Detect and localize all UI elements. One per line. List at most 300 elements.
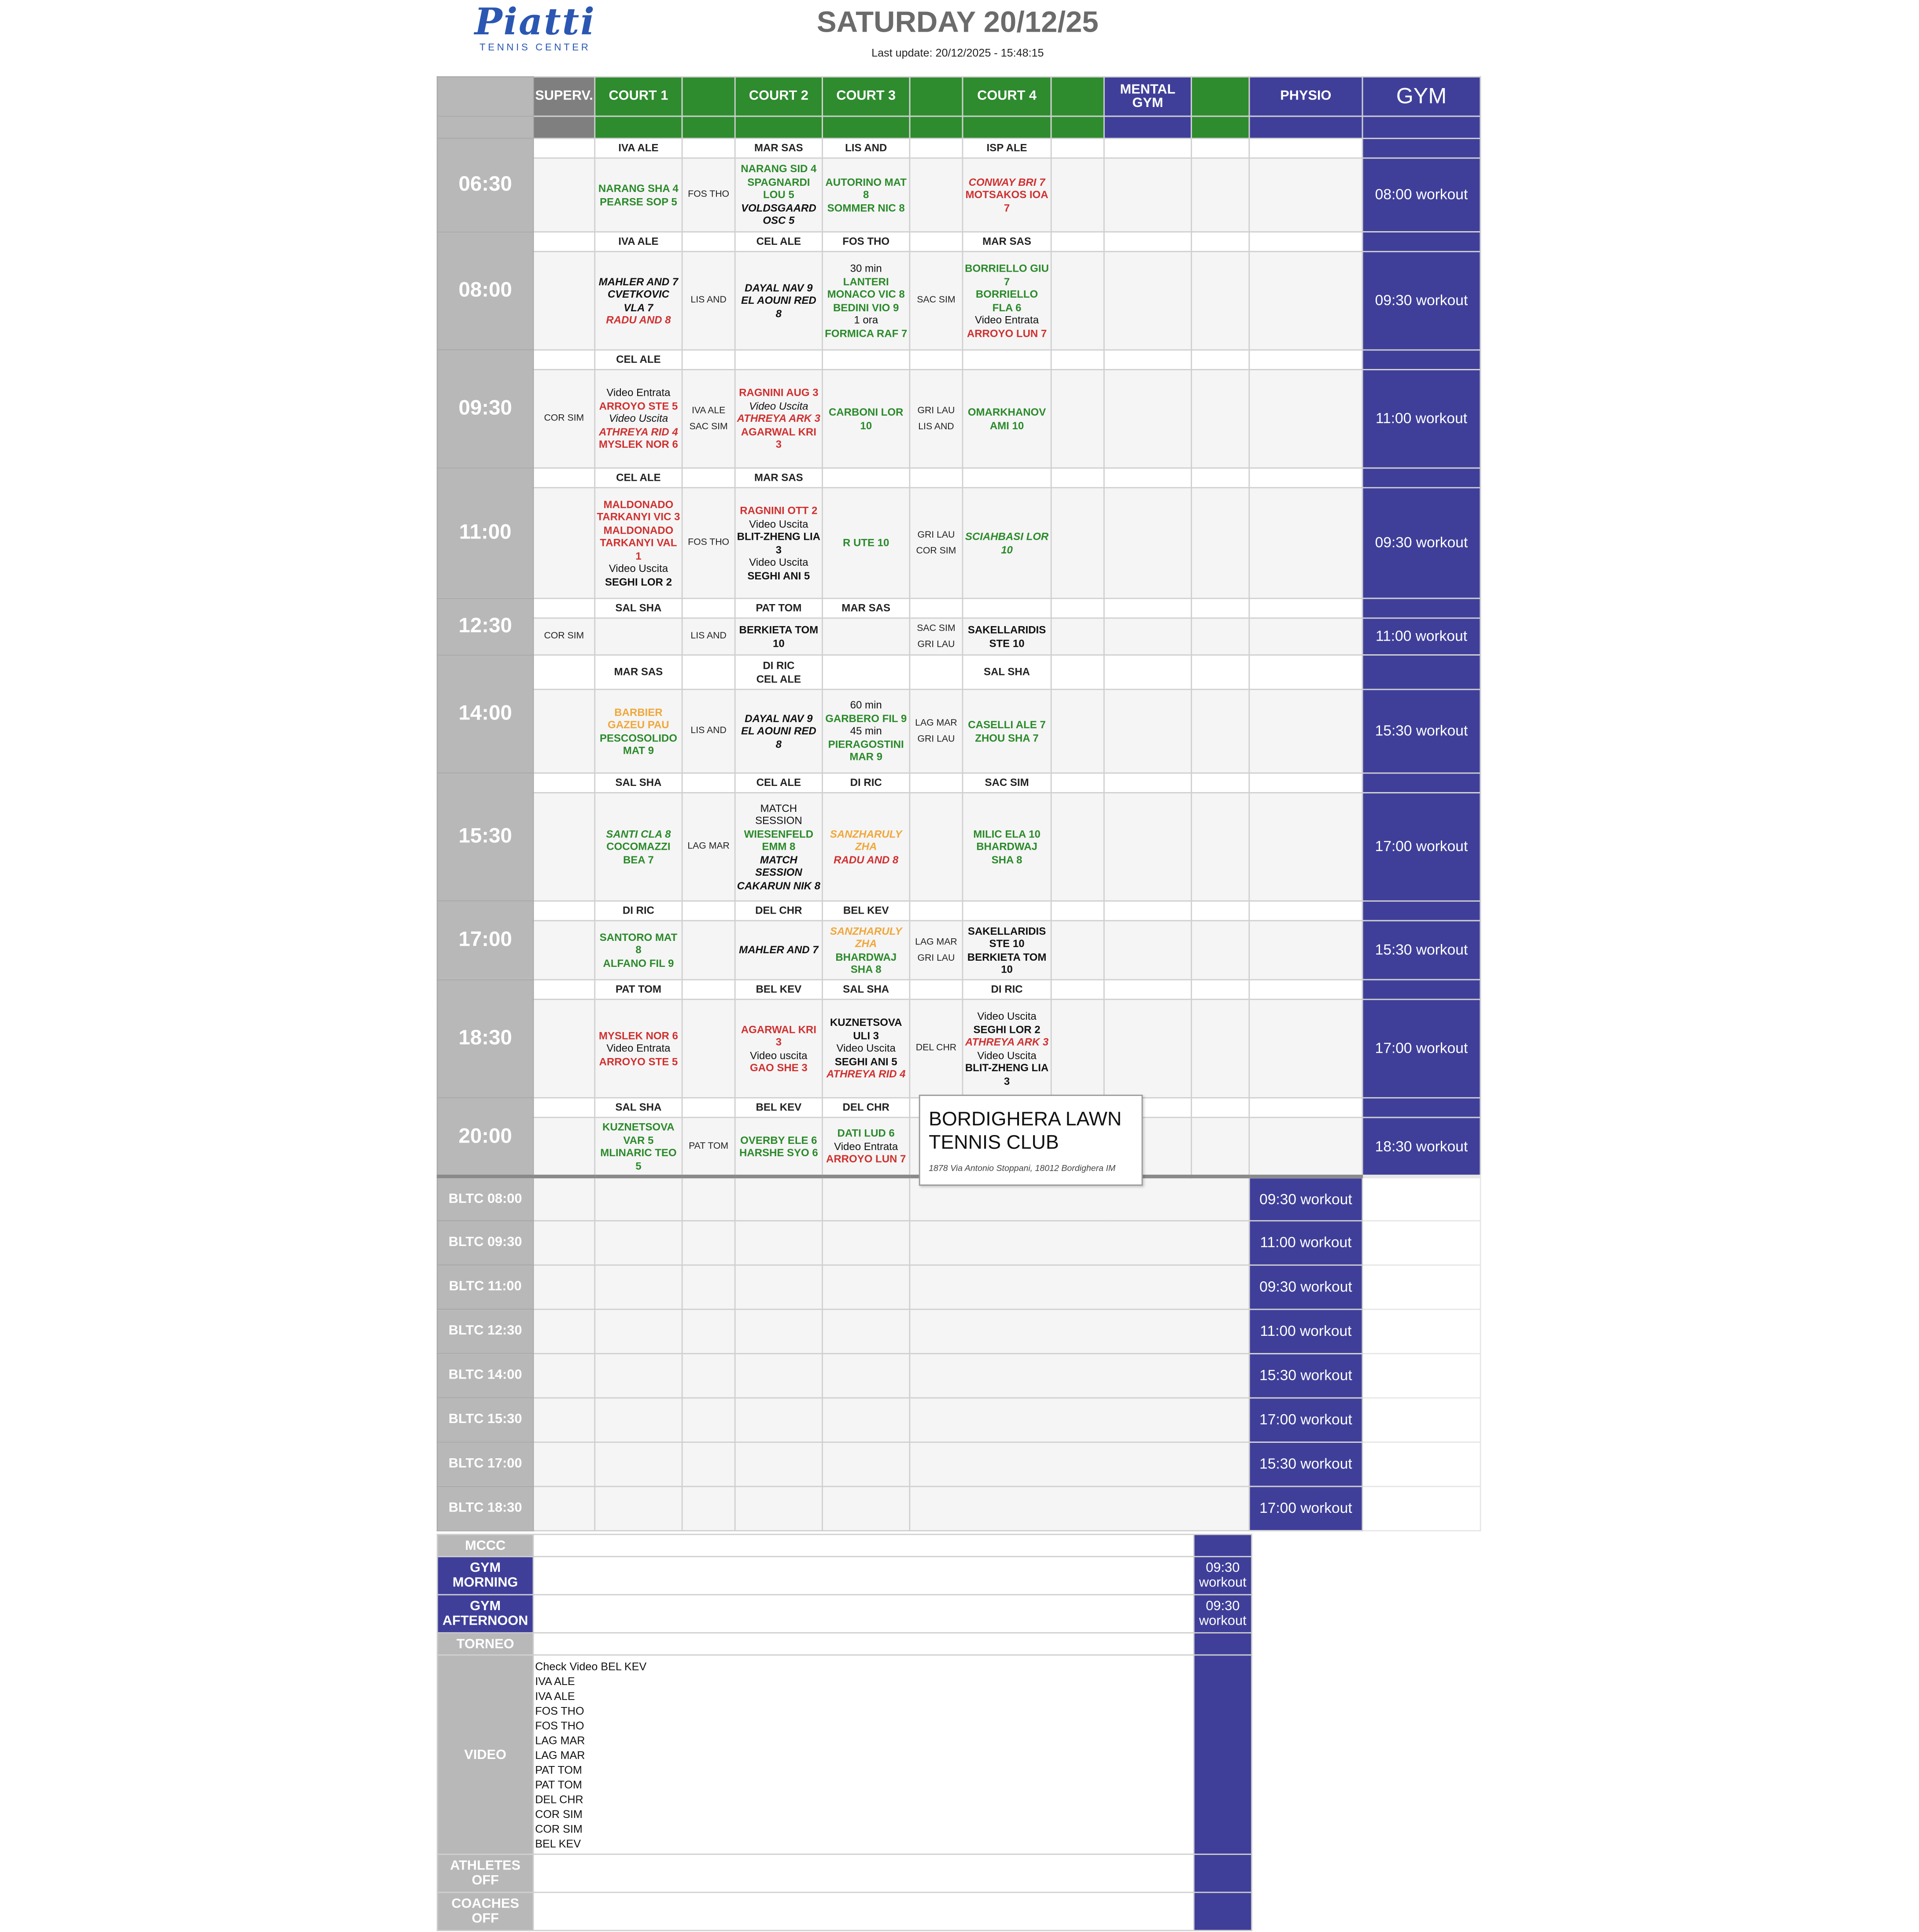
court3-side-cell[interactable] — [910, 158, 963, 232]
court1-cell[interactable] — [595, 488, 682, 598]
court3-side-cell[interactable] — [910, 251, 963, 350]
court1-cell[interactable] — [595, 1117, 682, 1176]
court1-side-cell[interactable] — [682, 689, 735, 773]
court4-cell[interactable] — [963, 369, 1051, 468]
session-row — [437, 618, 1480, 655]
player-entry[interactable]: BLIT-ZHENG LIA 3 — [737, 530, 821, 556]
player-entry[interactable]: GAO SHE 3 — [749, 1061, 808, 1074]
player-entry[interactable]: Video Uscita — [749, 517, 808, 530]
player-entry[interactable]: MAHLER AND 7 — [598, 275, 679, 288]
staff-code[interactable]: SAC SIM — [689, 420, 728, 431]
court1-cell[interactable] — [595, 158, 682, 232]
court3-supervisor[interactable]: BEL KEV — [823, 901, 910, 921]
staff-code[interactable]: LIS AND — [690, 630, 727, 642]
player-entry[interactable]: SEGHI ANI 5 — [834, 1055, 897, 1068]
court4-supervisor[interactable]: MAR SAS — [963, 232, 1051, 252]
court3-supervisor[interactable]: SAL SHA — [823, 980, 910, 999]
bltc-physio-workout[interactable]: 17:00 workout — [1249, 1398, 1362, 1442]
player-entry[interactable]: BLIT-ZHENG LIA 3 — [965, 1061, 1049, 1087]
player-entry[interactable]: SAKELLARIDIS STE 10 — [967, 924, 1046, 950]
player-entry[interactable]: GARBERO FIL 9 — [825, 712, 907, 724]
video-item[interactable]: DEL CHR — [535, 1793, 583, 1806]
video-label: VIDEO — [437, 1655, 533, 1855]
player-entry[interactable]: SEGHI LOR 2 — [973, 1022, 1041, 1035]
col-court4-side — [1051, 77, 1104, 116]
court1-cell[interactable] — [595, 999, 682, 1098]
physio-cell — [1249, 350, 1362, 370]
court4-cell[interactable] — [963, 158, 1051, 232]
court4-supervisor[interactable]: ISP ALE — [963, 138, 1051, 158]
player-entry[interactable]: MONACO VIC 8 — [827, 288, 905, 300]
player-entry[interactable]: COCOMAZZI BEA 7 — [606, 840, 671, 866]
court1-supervisor[interactable]: SAL SHA — [595, 773, 682, 793]
video-item[interactable]: FOS THO — [535, 1704, 584, 1717]
court4-supervisor[interactable] — [963, 598, 1051, 618]
court3-supervisor[interactable]: MAR SAS — [823, 598, 910, 618]
bltc-cell — [595, 1398, 682, 1442]
player-entry[interactable]: Video Uscita — [836, 1042, 896, 1054]
supervisor-row — [437, 232, 1480, 252]
player-entry[interactable]: ARROYO LUN 7 — [826, 1153, 906, 1165]
court3-cell[interactable] — [823, 488, 910, 598]
side-cell — [910, 655, 963, 689]
video-item[interactable]: BEL KEV — [535, 1837, 581, 1850]
video-item[interactable]: Check Video BEL KEV — [535, 1660, 647, 1673]
bltc-physio-workout[interactable]: 17:00 workout — [1249, 1486, 1362, 1531]
bltc-popup[interactable] — [919, 1095, 1143, 1186]
court4-cell[interactable] — [963, 618, 1051, 655]
court2-supervisor[interactable]: BEL KEV — [735, 1098, 822, 1117]
court1-cell[interactable] — [595, 793, 682, 901]
court4-cell[interactable] — [963, 488, 1051, 598]
staff-code[interactable]: FOS THO — [688, 188, 730, 200]
superv-cell[interactable] — [533, 793, 595, 901]
player-entry[interactable]: EL AOUNI RED 8 — [741, 294, 816, 320]
bltc-physio-workout[interactable]: 09:30 workout — [1249, 1176, 1362, 1221]
gym-workout[interactable]: 09:30 workout — [1362, 251, 1480, 350]
player-entry[interactable]: VOLDSGAARD OSC 5 — [741, 201, 816, 227]
player-entry[interactable]: SAKELLARIDIS STE 10 — [967, 623, 1046, 649]
player-entry[interactable]: 45 min — [850, 725, 882, 737]
court2-supervisor[interactable]: CEL ALE — [735, 232, 822, 252]
player-entry[interactable]: Video Uscita — [609, 562, 668, 575]
court1-supervisor[interactable]: DI RIC — [595, 901, 682, 921]
video-item[interactable]: COR SIM — [535, 1823, 583, 1836]
player-entry[interactable]: MATCH SESSION — [755, 853, 802, 879]
court1-supervisor[interactable]: SAL SHA — [595, 598, 682, 618]
staff-code[interactable]: GRI LAU — [917, 529, 955, 540]
court1-side-cell[interactable] — [682, 999, 735, 1098]
staff-code[interactable]: GRI LAU — [917, 951, 955, 962]
court2-cell[interactable] — [735, 921, 822, 980]
last-update: Last update: 20/12/2025 - 15:48:15 — [871, 47, 1044, 59]
player-entry[interactable]: BERKIETA TOM 10 — [739, 623, 819, 649]
court3-cell[interactable] — [823, 1117, 910, 1176]
video-item[interactable]: COR SIM — [535, 1808, 583, 1821]
court3-supervisor[interactable] — [823, 468, 910, 488]
mental-side-cell — [1192, 369, 1249, 468]
video-item[interactable]: LAG MAR — [535, 1749, 585, 1762]
gym-workout[interactable]: 18:30 workout — [1362, 1117, 1480, 1176]
supervisor-code[interactable]: DI RIC — [763, 659, 795, 672]
court3-cell[interactable] — [823, 251, 910, 350]
court3-supervisor[interactable]: LIS AND — [823, 138, 910, 158]
staff-code[interactable]: PAT TOM — [689, 1139, 729, 1151]
bltc-time: BLTC 15:30 — [437, 1398, 533, 1442]
court3-supervisor[interactable] — [823, 655, 910, 689]
player-entry[interactable]: MILIC ELA 10 — [973, 827, 1041, 840]
side-cell — [682, 773, 735, 793]
court3-cell[interactable] — [823, 999, 910, 1098]
video-item[interactable]: IVA ALE — [535, 1690, 575, 1703]
court1-side-cell[interactable] — [682, 1117, 735, 1176]
bltc-cell — [823, 1265, 910, 1309]
player-entry[interactable]: PIERAGOSTINI MAR 9 — [828, 737, 904, 763]
superv-cell[interactable] — [533, 1117, 595, 1176]
col-mental-side — [1192, 77, 1249, 116]
court1-supervisor[interactable]: CEL ALE — [595, 350, 682, 370]
court4-cell[interactable] — [963, 689, 1051, 773]
court1-side-cell[interactable] — [682, 158, 735, 232]
player-entry[interactable]: BORRIELLO GIU 7 — [965, 262, 1049, 288]
player-entry[interactable]: SANTORO MAT 8 — [599, 931, 678, 956]
gym-workout[interactable]: 15:30 workout — [1362, 689, 1480, 773]
staff-code[interactable]: COR SIM — [916, 544, 956, 556]
court3-supervisor[interactable]: FOS THO — [823, 232, 910, 252]
court1-supervisor[interactable]: CEL ALE — [595, 468, 682, 488]
court3-side-cell[interactable] — [910, 921, 963, 980]
player-entry[interactable]: BARBIER GAZEU PAU — [608, 705, 669, 731]
player-entry[interactable]: AGARWAL KRI 3 — [741, 425, 816, 451]
gym-afternoon-row — [437, 1595, 1480, 1633]
col-gym: GYM — [1362, 77, 1480, 116]
staff-code[interactable]: LAG MAR — [687, 840, 730, 852]
player-entry[interactable]: DAYAL NAV 9 — [745, 281, 813, 294]
player-entry[interactable]: Video Entrata — [606, 1042, 671, 1054]
staff-code[interactable]: IVA ALE — [691, 405, 726, 416]
court2-cell[interactable] — [735, 251, 822, 350]
player-entry[interactable]: RADU AND 8 — [606, 313, 671, 326]
staff-code[interactable]: SAC SIM — [917, 622, 956, 634]
gym-workout[interactable]: 09:30 workout — [1362, 488, 1480, 598]
court1-supervisor[interactable]: PAT TOM — [595, 980, 682, 999]
player-entry[interactable]: LANTERI — [843, 275, 889, 288]
player-entry[interactable]: BHARDWAJ SHA 8 — [976, 840, 1037, 866]
mental-gym-cell — [1104, 655, 1191, 689]
court3-side-cell[interactable] — [910, 999, 963, 1098]
player-entry[interactable]: PEARSE SOP 5 — [600, 195, 677, 207]
court2-cell[interactable] — [735, 1117, 822, 1176]
court1-side-cell[interactable] — [682, 618, 735, 655]
court4-supervisor[interactable]: SAL SHA — [963, 655, 1051, 689]
bltc-gym-cell — [1362, 1442, 1480, 1486]
player-entry[interactable]: RAGNINI OTT 2 — [740, 504, 818, 517]
player-entry[interactable]: R UTE 10 — [842, 536, 889, 549]
superv-cell[interactable] — [533, 158, 595, 232]
player-entry[interactable]: SCIAHBASI LOR 10 — [965, 530, 1049, 556]
player-entry[interactable]: Video Uscita — [977, 1010, 1037, 1022]
court2-supervisor[interactable]: BEL KEV — [735, 980, 822, 999]
player-entry[interactable]: BERKIETA TOM 10 — [967, 950, 1047, 976]
bltc-cell — [682, 1221, 735, 1265]
player-entry[interactable]: ATHREYA ARK 3 — [737, 412, 821, 425]
court4-cell[interactable] — [963, 999, 1051, 1098]
court1-cell[interactable] — [595, 618, 682, 655]
staff-code[interactable]: LIS AND — [918, 420, 954, 431]
court2-cell[interactable] — [735, 488, 822, 598]
player-entry[interactable]: KUZNETSOVA ULI 3 — [830, 1016, 902, 1042]
court3-side-cell[interactable] — [910, 369, 963, 468]
supervisor-code[interactable]: CEL ALE — [756, 672, 801, 685]
bltc-cell — [823, 1398, 910, 1442]
gym-workout[interactable]: 11:00 workout — [1362, 369, 1480, 468]
player-entry[interactable]: BHARDWAJ SHA 8 — [835, 950, 897, 976]
bltc-cell — [533, 1221, 595, 1265]
player-entry[interactable]: Video uscita — [750, 1048, 808, 1061]
court1-side-cell[interactable] — [682, 921, 735, 980]
court2-cell[interactable] — [735, 689, 822, 773]
court2-supervisor[interactable]: MAR SAS — [735, 138, 822, 158]
mental-gym-cell — [1104, 901, 1191, 921]
video-list — [533, 1655, 1194, 1855]
player-entry[interactable]: HARSHE SYO 6 — [739, 1146, 818, 1159]
player-entry[interactable]: ATHREYA RID 4 — [826, 1068, 906, 1080]
player-entry[interactable]: Video Entrata — [975, 313, 1039, 326]
coaches-off-label: COACHES OFF — [437, 1892, 533, 1931]
player-entry[interactable]: BEDINI VIO 9 — [833, 301, 899, 313]
player-entry[interactable]: Video Entrata — [834, 1139, 898, 1152]
player-entry[interactable]: ATHREYA ARK 3 — [965, 1036, 1049, 1048]
court2-cell[interactable] — [735, 158, 822, 232]
player-entry[interactable]: SANTI CLA 8 — [606, 827, 671, 840]
bltc-row — [437, 1486, 1480, 1531]
bltc-wide-cell — [910, 1486, 1249, 1531]
superv-cell[interactable]: COR SIM — [533, 369, 595, 468]
col-court3: COURT 3 — [823, 77, 910, 116]
court2-supervisor[interactable]: DEL CHR — [735, 901, 822, 921]
player-entry[interactable]: ALFANO FIL 9 — [603, 956, 674, 969]
court4-cell[interactable] — [963, 793, 1051, 901]
player-entry[interactable]: ATHREYA RID 4 — [599, 425, 678, 438]
court2-cell[interactable] — [735, 793, 822, 901]
superv-cell[interactable] — [533, 251, 595, 350]
court4-supervisor[interactable] — [963, 350, 1051, 370]
staff-code[interactable]: GRI LAU — [917, 405, 955, 416]
player-entry[interactable]: MLINARIC TEO 5 — [600, 1146, 677, 1172]
staff-code[interactable]: GRI LAU — [917, 638, 955, 649]
court2-supervisor[interactable]: CEL ALE — [735, 773, 822, 793]
player-entry[interactable]: Video Entrata — [606, 386, 671, 399]
player-entry[interactable]: OMARKHANOV AMI 10 — [967, 406, 1046, 431]
superv-cell[interactable] — [533, 999, 595, 1098]
player-entry[interactable]: PESCOSOLIDO MAT 9 — [599, 731, 677, 757]
superv-cell[interactable] — [533, 921, 595, 980]
court1-side-cell[interactable] — [682, 251, 735, 350]
player-entry[interactable]: KUZNETSOVA VAR 5 — [602, 1120, 675, 1146]
court4-cell[interactable] — [963, 921, 1051, 980]
player-entry[interactable]: CAKARUN NIK 8 — [737, 879, 821, 892]
staff-code[interactable]: GRI LAU — [917, 732, 955, 744]
court1-cell[interactable] — [595, 369, 682, 468]
bltc-row — [437, 1265, 1480, 1309]
court1-supervisor[interactable]: IVA ALE — [595, 138, 682, 158]
bltc-physio-workout[interactable]: 15:30 workout — [1249, 1353, 1362, 1398]
court4-supervisor[interactable] — [963, 468, 1051, 488]
court3-cell[interactable] — [823, 158, 910, 232]
player-entry[interactable]: SEGHI LOR 2 — [605, 575, 672, 588]
bltc-cell — [682, 1398, 735, 1442]
player-entry[interactable]: CARBONI LOR 10 — [828, 406, 904, 431]
court3-cell[interactable] — [823, 369, 910, 468]
player-entry[interactable]: Video Uscita — [749, 399, 808, 412]
player-entry[interactable]: MYSLEK NOR 6 — [598, 1029, 678, 1042]
bltc-physio-workout[interactable]: 15:30 workout — [1249, 1442, 1362, 1486]
court3-cell[interactable] — [823, 793, 910, 901]
court3-cell[interactable] — [823, 921, 910, 980]
player-entry[interactable]: OVERBY ELE 6 — [740, 1133, 817, 1146]
video-item[interactable]: IVA ALE — [535, 1675, 575, 1688]
player-entry[interactable]: SOMMER NIC 8 — [827, 201, 905, 214]
court3-cell[interactable] — [823, 618, 910, 655]
court3-side-cell[interactable] — [910, 618, 963, 655]
player-entry[interactable]: NARANG SHA 4 — [598, 182, 679, 195]
player-entry[interactable]: RAGNINI AUG 3 — [739, 386, 819, 399]
court1-side-cell[interactable] — [682, 793, 735, 901]
player-entry[interactable]: FORMICA RAF 7 — [825, 326, 908, 339]
physio-cell — [1249, 369, 1362, 468]
staff-code[interactable]: FOS THO — [688, 536, 730, 548]
side-cell — [910, 598, 963, 618]
superv-cell[interactable] — [533, 689, 595, 773]
player-entry[interactable]: EL AOUNI RED 8 — [741, 725, 816, 750]
gym-workout[interactable]: 17:00 workout — [1362, 999, 1480, 1098]
court4-cell[interactable] — [963, 251, 1051, 350]
video-item[interactable]: FOS THO — [535, 1719, 584, 1732]
player-entry[interactable]: DATI LUD 6 — [837, 1127, 895, 1139]
player-entry[interactable]: AGARWAL KRI 3 — [741, 1022, 816, 1048]
player-entry[interactable]: WIESENFELD EMM 8 — [744, 827, 814, 853]
staff-code[interactable]: LIS AND — [690, 725, 727, 736]
col-court2: COURT 2 — [735, 77, 822, 116]
player-entry[interactable]: 60 min — [850, 699, 882, 712]
player-entry[interactable]: DAYAL NAV 9 — [745, 712, 813, 724]
player-entry[interactable]: MAHLER AND 7 — [739, 944, 819, 956]
court2-supervisor[interactable]: MAR SAS — [735, 468, 822, 488]
gym-workout[interactable]: 17:00 workout — [1362, 793, 1480, 901]
player-entry[interactable]: AUTORINO MAT 8 — [825, 175, 907, 201]
court3-supervisor[interactable] — [823, 350, 910, 370]
player-entry[interactable]: 1 ora — [854, 313, 878, 326]
court3-supervisor[interactable]: DEL CHR — [823, 1098, 910, 1117]
bltc-physio-workout[interactable]: 09:30 workout — [1249, 1265, 1362, 1309]
player-entry[interactable]: CONWAY BRI 7 — [968, 175, 1045, 188]
player-entry[interactable]: MATCH SESSION — [755, 801, 802, 827]
court1-supervisor[interactable]: IVA ALE — [595, 232, 682, 252]
player-entry[interactable]: ARROYO LUN 7 — [967, 326, 1047, 339]
player-entry[interactable]: MOTSAKOS IOA 7 — [965, 188, 1048, 214]
court1-supervisor[interactable]: MAR SAS — [595, 655, 682, 689]
court2-supervisor[interactable]: PAT TOM — [735, 598, 822, 618]
player-entry[interactable]: SPAGNARDI LOU 5 — [747, 175, 810, 201]
court1-supervisor[interactable]: SAL SHA — [595, 1098, 682, 1117]
staff-code[interactable]: LAG MAR — [915, 936, 957, 948]
superv-cell[interactable] — [533, 488, 595, 598]
court1-cell[interactable] — [595, 921, 682, 980]
video-item[interactable]: PAT TOM — [535, 1764, 582, 1776]
bltc-physio-workout[interactable]: 11:00 workout — [1249, 1221, 1362, 1265]
time-slot: 11:00 — [437, 468, 533, 598]
player-entry[interactable]: Video Uscita — [609, 412, 668, 425]
staff-code[interactable]: SAC SIM — [917, 294, 956, 306]
player-entry[interactable]: ARROYO STE 5 — [599, 399, 678, 412]
gym-workout[interactable]: 11:00 workout — [1362, 618, 1480, 655]
court2-cell[interactable] — [735, 618, 822, 655]
player-entry[interactable]: SEGHI ANI 5 — [747, 569, 810, 581]
player-entry[interactable]: Video Uscita — [749, 556, 808, 568]
court3-side-cell[interactable] — [910, 793, 963, 901]
court4-supervisor[interactable] — [963, 901, 1051, 921]
bltc-physio-workout[interactable]: 11:00 workout — [1249, 1309, 1362, 1354]
gym-workout[interactable]: 15:30 workout — [1362, 921, 1480, 980]
court1-side-cell[interactable] — [682, 369, 735, 468]
col-court4: COURT 4 — [963, 77, 1051, 116]
superv-cell[interactable]: COR SIM — [533, 618, 595, 655]
bltc-wide-cell — [910, 1353, 1249, 1398]
player-entry[interactable]: NARANG SID 4 — [741, 162, 817, 175]
player-entry[interactable]: ARROYO STE 5 — [599, 1055, 678, 1068]
mental-gym-cell — [1104, 689, 1191, 773]
court3-side-cell[interactable] — [910, 689, 963, 773]
court1-cell[interactable] — [595, 689, 682, 773]
court3-side-cell[interactable] — [910, 488, 963, 598]
supervisor-row — [437, 980, 1480, 999]
court4-supervisor[interactable]: SAC SIM — [963, 773, 1051, 793]
gym-workout[interactable]: 08:00 workout — [1362, 158, 1480, 232]
court2-cell[interactable] — [735, 369, 822, 468]
player-entry[interactable]: SANZHARULY ZHA — [830, 827, 902, 853]
logo-main: Piatti — [474, 1, 596, 44]
court1-side-cell[interactable] — [682, 488, 735, 598]
staff-code[interactable]: DEL CHR — [915, 1042, 957, 1054]
player-entry[interactable]: MYSLEK NOR 6 — [598, 438, 678, 451]
player-entry[interactable]: MALDONADO TARKANYI VAL 1 — [600, 524, 677, 562]
video-item[interactable]: LAG MAR — [535, 1734, 585, 1747]
court1-cell[interactable] — [595, 251, 682, 350]
gym-afternoon-value: 09:30 workout — [1194, 1595, 1251, 1633]
mental-side-cell — [1192, 251, 1249, 350]
court4-supervisor[interactable]: DI RIC — [963, 980, 1051, 999]
player-entry[interactable]: CASELLI ALE 7 — [968, 718, 1046, 731]
player-entry[interactable]: RADU AND 8 — [834, 853, 899, 866]
video-item[interactable]: PAT TOM — [535, 1778, 582, 1791]
player-entry[interactable]: Video Uscita — [977, 1048, 1037, 1061]
mental-side-cell — [1192, 773, 1249, 793]
court2-cell[interactable] — [735, 999, 822, 1098]
player-entry[interactable]: SANZHARULY ZHA — [830, 924, 902, 950]
staff-code[interactable]: LIS AND — [690, 294, 727, 306]
player-entry[interactable]: ZHOU SHA 7 — [975, 731, 1039, 744]
court2-supervisor[interactable] — [735, 350, 822, 370]
player-entry[interactable]: 30 min — [850, 262, 882, 274]
torneo-label: TORNEO — [437, 1633, 533, 1655]
logo-sub: TENNIS CENTER — [479, 41, 591, 53]
player-entry[interactable]: BORRIELLO FLA 6 — [975, 288, 1038, 313]
staff-code[interactable]: LAG MAR — [915, 717, 957, 728]
court3-supervisor[interactable]: DI RIC — [823, 773, 910, 793]
player-entry[interactable]: CVETKOVIC VLA 7 — [607, 288, 669, 313]
player-entry[interactable]: MALDONADO TARKANYI VIC 3 — [597, 498, 680, 523]
court3-cell[interactable] — [823, 689, 910, 773]
